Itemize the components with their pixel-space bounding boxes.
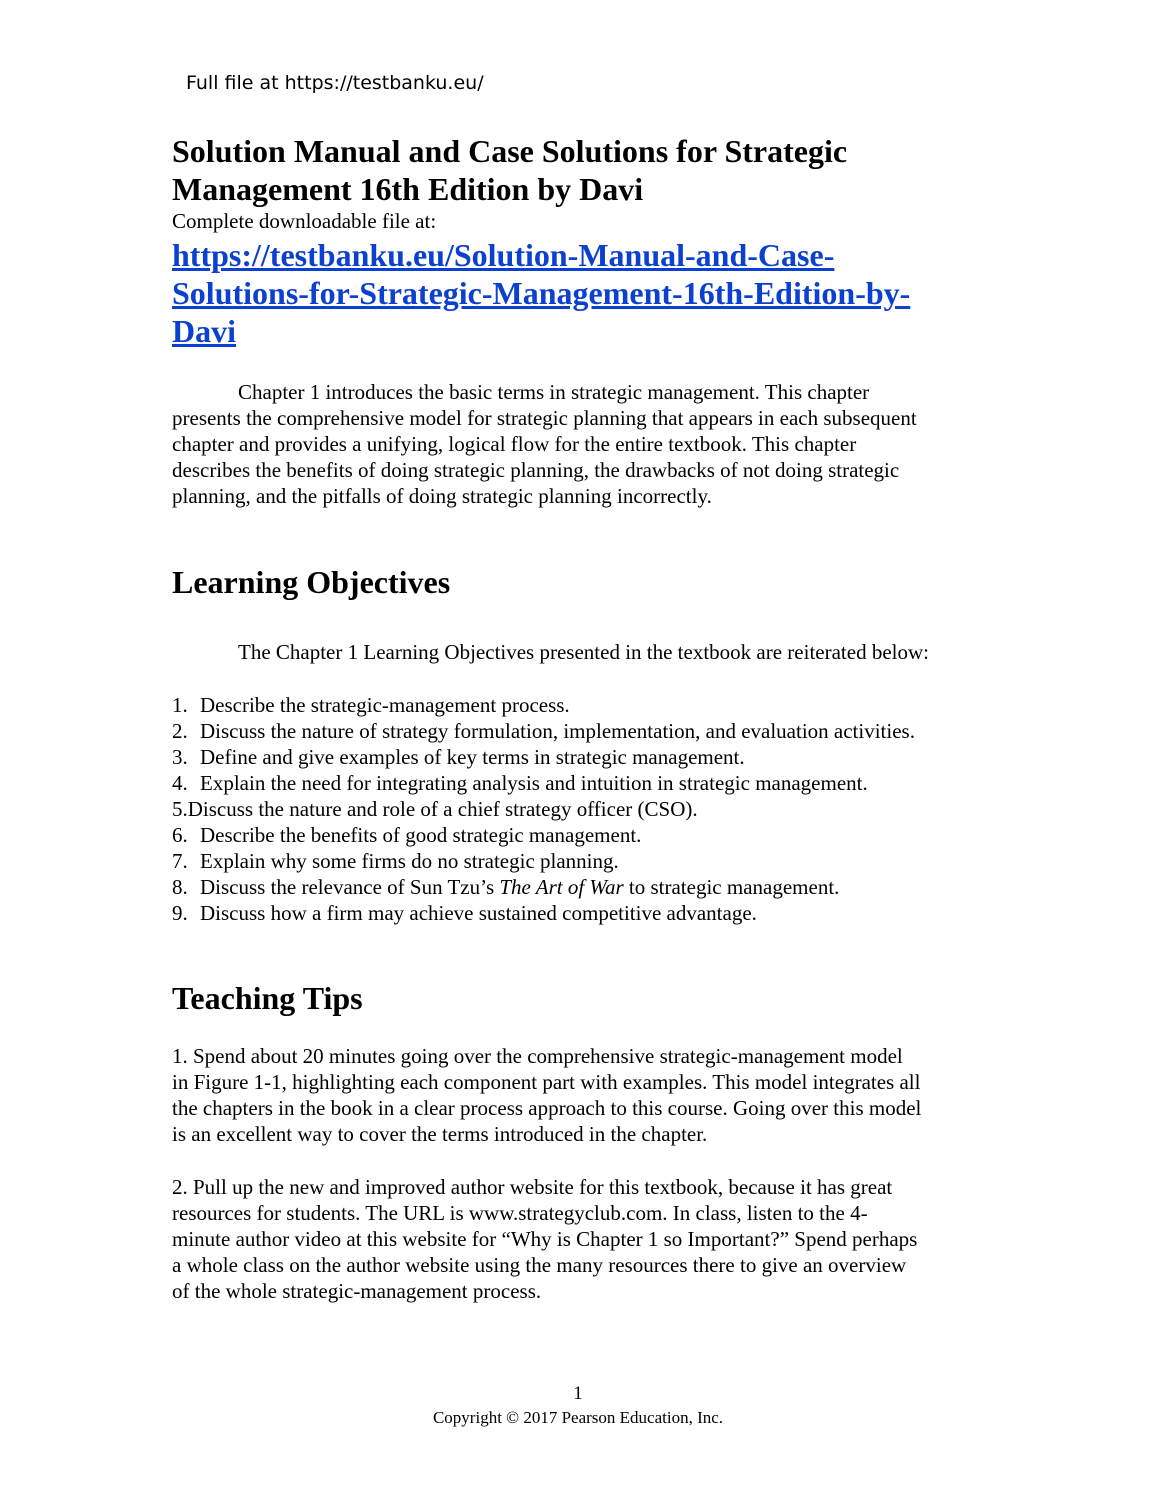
intro-paragraph xyxy=(172,379,917,509)
paragraph-line: planning, and the pitfalls of doing strategic planning incorrectly. xyxy=(172,484,712,508)
list-item: 4. Explain the need for integrating analysis and intuition in strategic management. xyxy=(172,771,868,795)
teaching-tip-1 xyxy=(172,1043,921,1147)
download-link-line: Solutions-for-Strategic-Management-16th-Edition-by- xyxy=(172,275,911,311)
copyright-notice: Copyright © 2017 Pearson Education, Inc. xyxy=(432,1408,724,1427)
paragraph-line: Chapter 1 introduces the basic terms in strategic management. This chapter xyxy=(238,380,870,404)
teaching-tip-2 xyxy=(172,1174,917,1304)
page-number: 1 xyxy=(573,1383,583,1404)
list-item: 2. Discuss the nature of strategy formulation, implementation, and evaluation activities. xyxy=(172,719,915,743)
paragraph-line: resources for students. The URL is www.strategyclub.com. In class, listen to the 4- xyxy=(172,1201,868,1225)
objectives-intro xyxy=(172,639,929,665)
download-label: Complete downloadable file at: xyxy=(172,209,437,233)
source-note: Full file at https://testbanku.eu/ xyxy=(186,72,484,94)
list-item: 5.Discuss the nature and role of a chief strategy officer (CSO). xyxy=(172,797,698,821)
paragraph-line: the chapters in the book in a clear process approach to this course. Going over this model xyxy=(172,1096,922,1120)
title-line: Solution Manual and Case Solutions for Strategic xyxy=(172,133,848,169)
paragraph-line: minute author video at this website for “Why is Chapter 1 so Important?” Spend perhaps xyxy=(172,1227,918,1251)
paragraph-line: of the whole strategic-management process. xyxy=(172,1279,542,1303)
paragraph-line: is an excellent way to cover the terms introduced in the chapter. xyxy=(172,1122,708,1146)
list-item: 7. Explain why some firms do no strategic planning. xyxy=(172,849,619,873)
title-line: Management 16th Edition by Davi xyxy=(172,171,644,207)
download-link-line: https://testbanku.eu/Solution-Manual-and-Case- xyxy=(172,237,835,273)
document-title xyxy=(172,132,992,208)
paragraph-line: presents the comprehensive model for strategic planning that appears in each subsequent xyxy=(172,406,917,430)
list-item: 8. Discuss the relevance of Sun Tzu’s The Art of War to strategic management. xyxy=(172,875,840,899)
download-link[interactable] xyxy=(172,236,910,350)
paragraph-line: describes the benefits of doing strategic planning, the drawbacks of not doing strategic xyxy=(172,458,900,482)
list-item: 6. Describe the benefits of good strategic management. xyxy=(172,823,642,847)
paragraph-line: chapter and provides a unifying, logical flow for the entire textbook. This chapter xyxy=(172,432,857,456)
paragraph-line: a whole class on the author website using the many resources there to give an overview xyxy=(172,1253,907,1277)
list-item: 9. Discuss how a firm may achieve sustained competitive advantage. xyxy=(172,901,757,925)
learning-objectives-heading: Learning Objectives xyxy=(172,564,451,600)
download-link-line: Davi xyxy=(172,313,236,349)
paragraph-line: 2. Pull up the new and improved author website for this textbook, because it has great xyxy=(172,1175,893,1199)
book-title: The Art of War xyxy=(499,875,624,899)
paragraph-line: in Figure 1-1, highlighting each component part with examples. This model integrates all xyxy=(172,1070,921,1094)
learning-objectives-list xyxy=(172,692,915,926)
paragraph-line: The Chapter 1 Learning Objectives presented in the textbook are reiterated below: xyxy=(238,640,929,664)
list-item: 1. Describe the strategic-management process. xyxy=(172,693,570,717)
teaching-tips-heading: Teaching Tips xyxy=(172,980,363,1016)
paragraph-line: 1. Spend about 20 minutes going over the comprehensive strategic-management model xyxy=(172,1044,903,1068)
list-item: 3. Define and give examples of key terms in strategic management. xyxy=(172,745,745,769)
